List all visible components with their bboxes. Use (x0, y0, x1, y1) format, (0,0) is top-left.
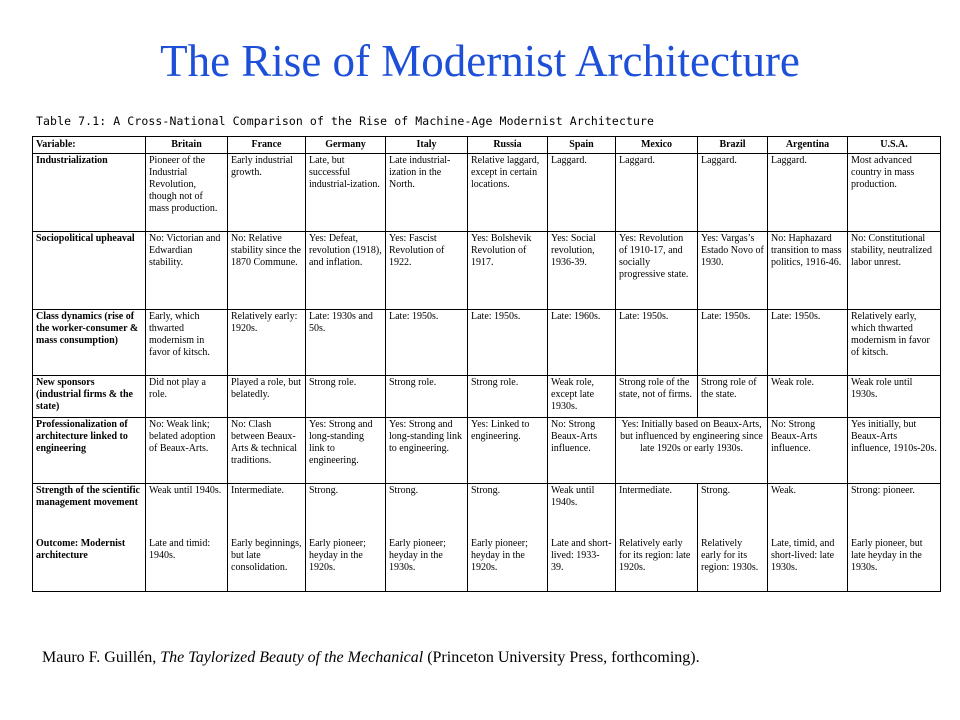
table-cell: Relatively early, which thwarted modernism in favor of kitsch. (848, 310, 941, 376)
citation-publisher: (Princeton University Press, forthcoming). (423, 649, 700, 666)
table-cell: Early industrial growth. (228, 154, 306, 232)
header-russia: Russia (468, 137, 548, 154)
table-cell: Early pioneer, but late heyday in the 1930s. (848, 538, 941, 592)
table-cell: No: Relative stability since the 1870 Commune. (228, 232, 306, 310)
table-cell: Strong. (698, 484, 768, 538)
row-variable: Outcome: Modernist architecture (33, 538, 146, 592)
row-variable: Industrialization (33, 154, 146, 232)
table-cell: Played a role, but belatedly. (228, 376, 306, 418)
citation-book-title: The Taylorized Beauty of the Mechanical (160, 649, 424, 666)
table-cell: Did not play a role. (146, 376, 228, 418)
table-row-sociopolitical (33, 232, 941, 310)
table-cell: Strong: pioneer. (848, 484, 941, 538)
table-cell: No: Weak link; belated adoption of Beaux-Arts. (146, 418, 228, 484)
table-cell: No: Clash between Beaux-Arts & technical traditions. (228, 418, 306, 484)
table-cell: Most advanced country in mass production. (848, 154, 941, 232)
table-cell: Late, timid, and short-lived: late 1930s. (768, 538, 848, 592)
table-cell: Late: 1960s. (548, 310, 616, 376)
table-cell: No: Strong Beaux-Arts influence. (548, 418, 616, 484)
table-cell: Strong. (306, 484, 386, 538)
table-cell: Weak role, except late 1930s. (548, 376, 616, 418)
table-cell: Laggard. (616, 154, 698, 232)
row-variable: Class dynamics (rise of the worker-consumer & mass consumption) (33, 310, 146, 376)
header-brazil: Brazil (698, 137, 768, 154)
table-cell: Strong role. (386, 376, 468, 418)
header-variable: Variable: (33, 137, 146, 154)
table-cell: Late industrial-ization in the North. (386, 154, 468, 232)
header-argentina: Argentina (768, 137, 848, 154)
table-caption: Table 7.1: A Cross-National Comparison of the Rise of Machine-Age Modernist Architecture (36, 114, 655, 128)
table-cell: Laggard. (548, 154, 616, 232)
citation-author: Mauro F. Guillén, (42, 649, 161, 666)
page-title: The Rise of Modernist Architecture (160, 36, 800, 86)
table-cell: Weak role until 1930s. (848, 376, 941, 418)
table-cell: Late: 1930s and 50s. (306, 310, 386, 376)
table-cell: Late and short-lived: 1933-39. (548, 538, 616, 592)
table-cell: Late: 1950s. (468, 310, 548, 376)
table-cell: Intermediate. (616, 484, 698, 538)
table-cell: Strong role of the state. (698, 376, 768, 418)
comparison-table (32, 136, 941, 592)
table-row-scientific-management (33, 484, 941, 538)
table-cell: Yes: Initially based on Beaux-Arts, but influenced by engineering since late 1920s or early 1930s. (616, 418, 768, 484)
table-cell: Early pioneer; heyday in the 1920s. (306, 538, 386, 592)
table-cell: Yes: Defeat, revolution (1918), and inflation. (306, 232, 386, 310)
table-cell: Weak. (768, 484, 848, 538)
table-row-industrialization (33, 154, 941, 232)
table-cell: Intermediate. (228, 484, 306, 538)
table-cell: Relatively early for its region: late 1920s. (616, 538, 698, 592)
header-usa: U.S.A. (848, 137, 941, 154)
header-france: France (228, 137, 306, 154)
table-cell: Weak until 1940s. (548, 484, 616, 538)
row-variable: Strength of the scientific management movement (33, 484, 146, 538)
table-cell: Relative laggard, except in certain locations. (468, 154, 548, 232)
table-cell: Late: 1950s. (616, 310, 698, 376)
table-cell: Late and timid: 1940s. (146, 538, 228, 592)
table-row-outcome (33, 538, 941, 592)
table-cell: Yes: Linked to engineering. (468, 418, 548, 484)
table-cell: Laggard. (698, 154, 768, 232)
table-cell: Late, but successful industrial-ization. (306, 154, 386, 232)
table-cell: No: Victorian and Edwardian stability. (146, 232, 228, 310)
table-cell: Late: 1950s. (386, 310, 468, 376)
table-cell: Strong role of the state, not of firms. (616, 376, 698, 418)
table-cell: Strong role. (306, 376, 386, 418)
table-cell: Yes: Strong and long-standing link to engineering. (386, 418, 468, 484)
table-cell: Early, which thwarted modernism in favor of kitsch. (146, 310, 228, 376)
table-cell: Yes: Bolshevik Revolution of 1917. (468, 232, 548, 310)
table-cell: Yes: Strong and long-standing link to engineering. (306, 418, 386, 484)
table-cell: Weak role. (768, 376, 848, 418)
table-cell: Yes: Fascist Revolution of 1922. (386, 232, 468, 310)
table-cell: Late: 1950s. (768, 310, 848, 376)
table-cell: No: Constitutional stability, neutralized labor unrest. (848, 232, 941, 310)
table-cell: Relatively early for its region: 1930s. (698, 538, 768, 592)
table-cell: Strong role. (468, 376, 548, 418)
row-variable: New sponsors (industrial firms & the state) (33, 376, 146, 418)
table-cell: Weak until 1940s. (146, 484, 228, 538)
table-cell: Early pioneer; heyday in the 1920s. (468, 538, 548, 592)
table-row-class-dynamics (33, 310, 941, 376)
header-mexico: Mexico (616, 137, 698, 154)
table-cell: No: Haphazard transition to mass politics, 1916-46. (768, 232, 848, 310)
table-cell: Strong. (386, 484, 468, 538)
table-row-professionalization (33, 418, 941, 484)
table-cell: Late: 1950s. (698, 310, 768, 376)
row-variable: Professionalization of architecture linked to engineering (33, 418, 146, 484)
header-germany: Germany (306, 137, 386, 154)
table-cell: Yes: Revolution of 1910-17, and socially progressive state. (616, 232, 698, 310)
table-cell: No: Strong Beaux-Arts influence. (768, 418, 848, 484)
row-variable: Sociopolitical upheaval (33, 232, 146, 310)
header-spain: Spain (548, 137, 616, 154)
table-cell: Yes: Social revolution, 1936-39. (548, 232, 616, 310)
table-cell: Relatively early: 1920s. (228, 310, 306, 376)
header-row (33, 137, 941, 154)
table-cell: Laggard. (768, 154, 848, 232)
table-cell: Early beginnings, but late consolidation. (228, 538, 306, 592)
header-britain: Britain (146, 137, 228, 154)
table-cell: Yes initially, but Beaux-Arts influence, 1910s-20s. (848, 418, 941, 484)
table-cell: Pioneer of the Industrial Revolution, though not of mass production. (146, 154, 228, 232)
table-cell: Yes: Vargas’s Estado Novo of 1930. (698, 232, 768, 310)
table-cell: Early pioneer; heyday in the 1930s. (386, 538, 468, 592)
source-citation (42, 648, 700, 668)
table-cell: Strong. (468, 484, 548, 538)
header-italy: Italy (386, 137, 468, 154)
table-row-new-sponsors (33, 376, 941, 418)
